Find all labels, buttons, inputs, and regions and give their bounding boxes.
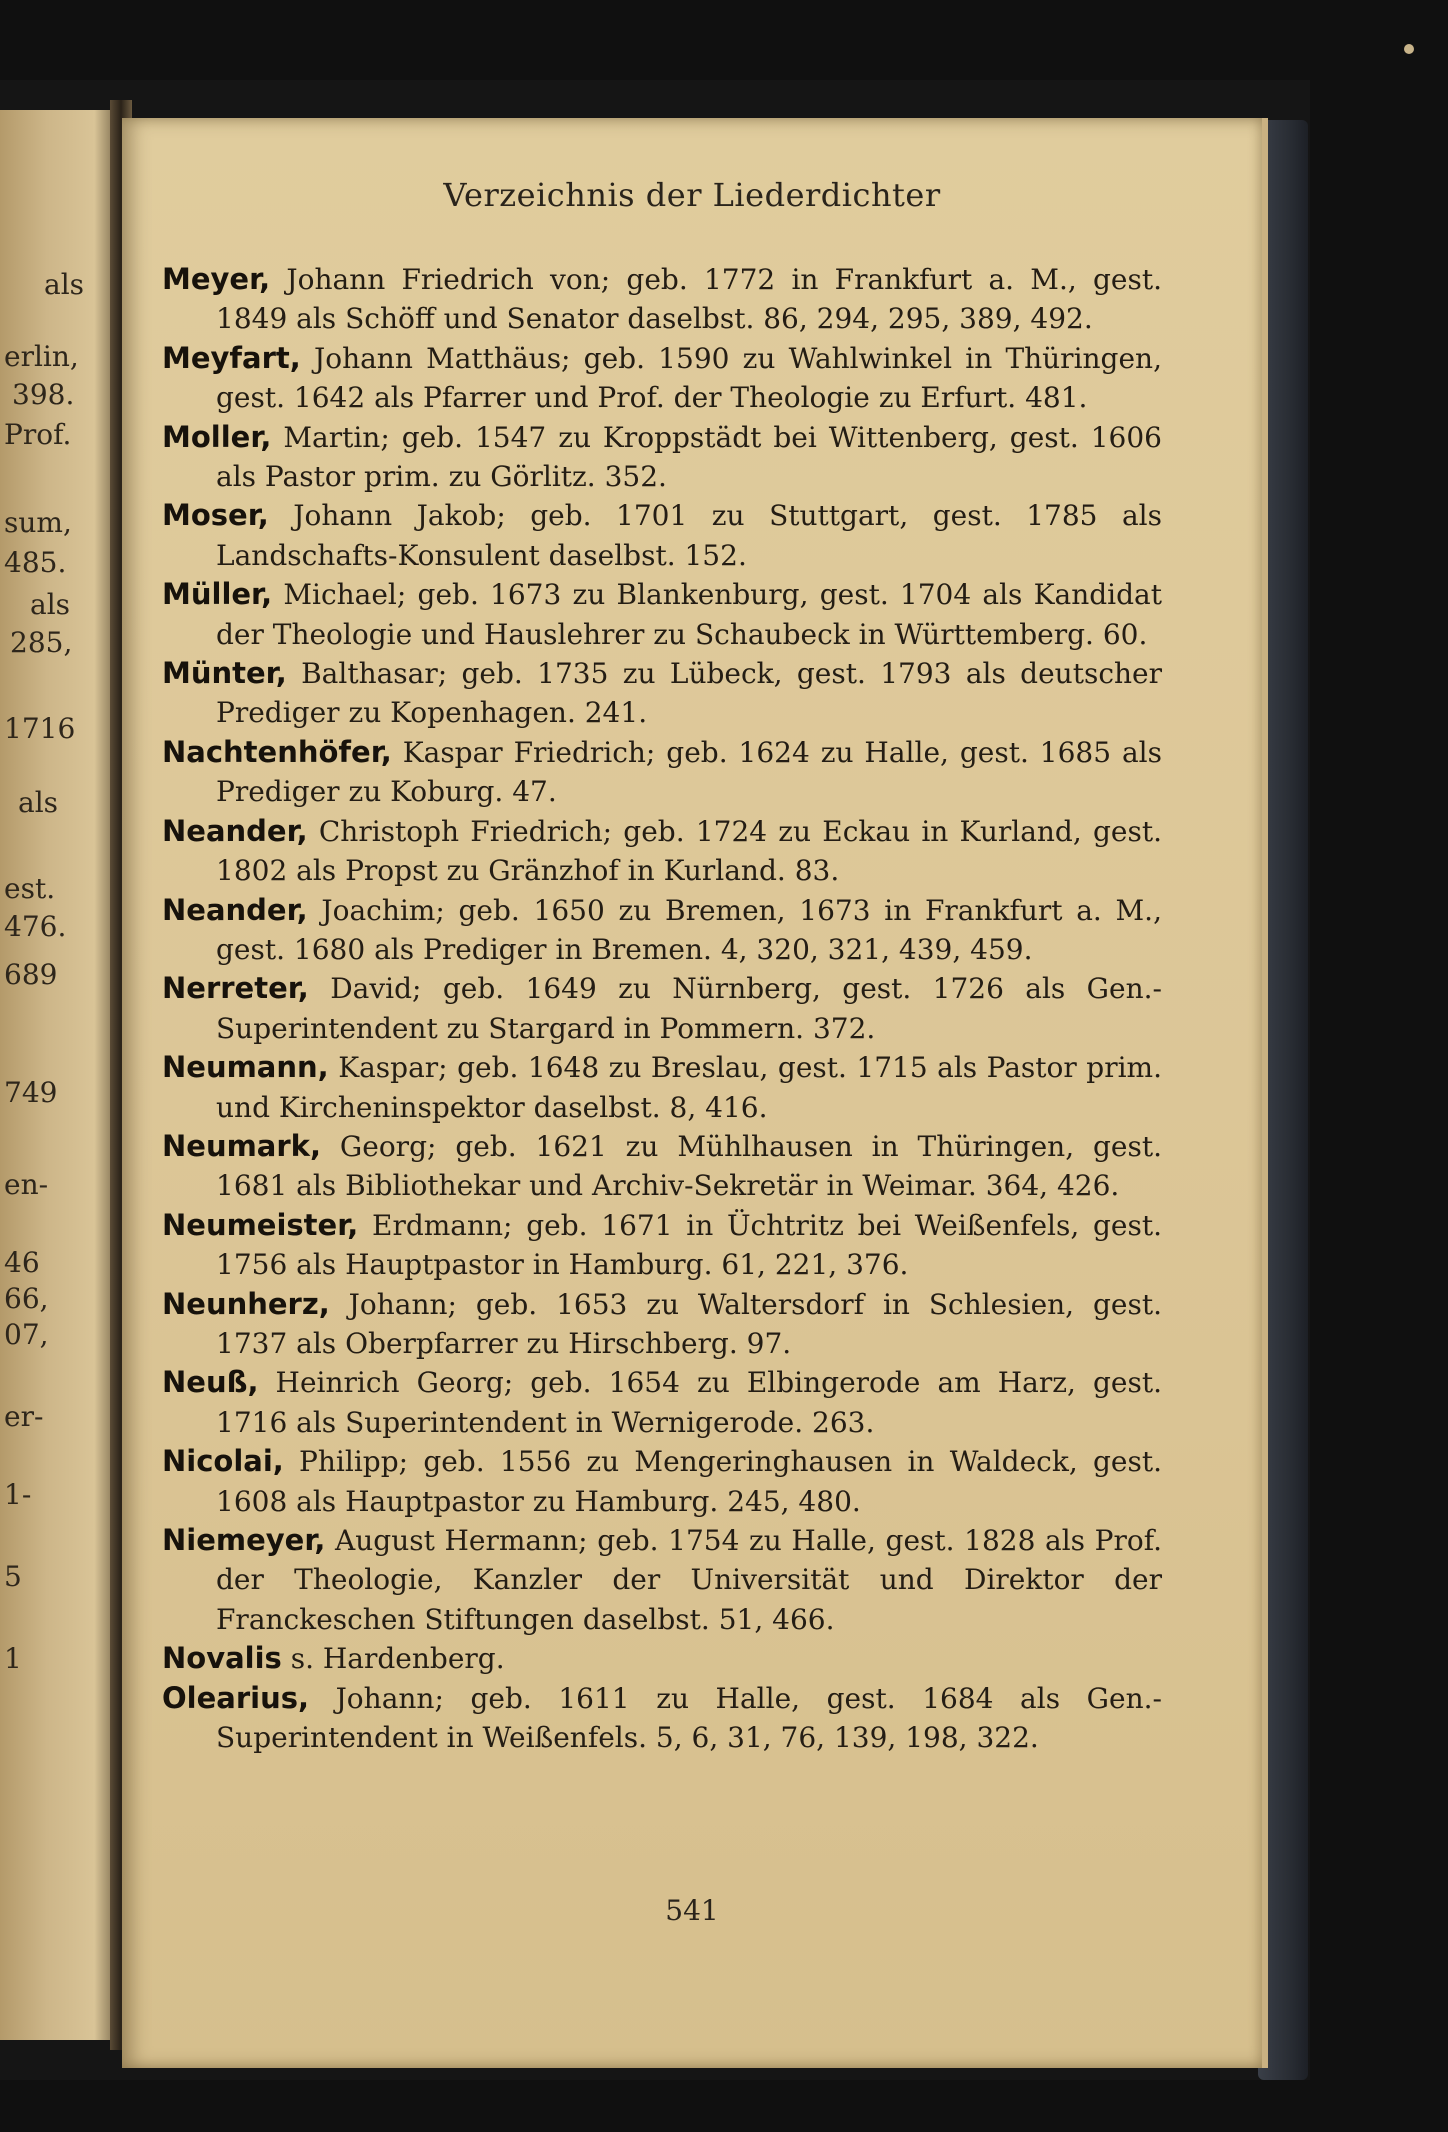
entry-name: Neumeister,: [162, 1207, 359, 1242]
index-entry: [162, 339, 1162, 418]
index-entry: [162, 733, 1162, 812]
left-page-fragment: als: [18, 786, 59, 819]
index-entry: [162, 496, 1162, 575]
entry-name: Neuß,: [162, 1365, 259, 1400]
entry-text: Philipp; geb. 1556 zu Mengeringhausen in Waldeck, gest. 1608 als Hauptpastor zu Hamburg. 245, 480.: [216, 1445, 1162, 1518]
left-page-fragment: 1716: [4, 712, 76, 745]
entry-name: Neunherz,: [162, 1286, 330, 1321]
book-page: [122, 118, 1268, 2068]
left-page-fragment: 66,: [4, 1282, 49, 1315]
left-page-fragment: 689: [4, 958, 58, 991]
index-entry: [162, 1521, 1162, 1639]
left-page-fragment: est.: [4, 872, 56, 905]
entry-name: Novalis: [162, 1641, 282, 1676]
entry-name: Müller,: [162, 577, 273, 612]
index-entry: [162, 1679, 1162, 1758]
left-page-fragment: Prof.: [4, 418, 72, 451]
entry-text: August Hermann; geb. 1754 zu Halle, gest. 1828 als Prof. der Theologie, Kanzler der Universität und Direktor der Franckeschen Stiftungen daselbst. 51, 466.: [216, 1524, 1163, 1636]
entry-name: Neumann,: [162, 1050, 329, 1085]
entry-name: Nerreter,: [162, 971, 309, 1006]
entry-text: s. Hardenberg.: [290, 1642, 505, 1676]
left-page-fragment: 07,: [4, 1318, 49, 1351]
index-entry: [162, 1639, 1162, 1678]
left-page-fragment: 285,: [10, 626, 73, 659]
entry-text: Johann; geb. 1611 zu Halle, gest. 1684 als Gen.-Superintendent in Weißenfels. 5, 6, 31, 76, 139, 198, 322.: [216, 1681, 1162, 1755]
index-entry: [162, 891, 1162, 970]
entry-name: Nicolai,: [162, 1444, 284, 1479]
left-page-fragment: 1-: [4, 1478, 32, 1511]
index-entry: [162, 260, 1162, 339]
left-page-fragment: sum,: [4, 506, 72, 539]
index-entry: [162, 1442, 1162, 1521]
index-entry: [162, 1127, 1162, 1206]
entry-text: Georg; geb. 1621 zu Mühlhausen in Thüringen, gest. 1681 als Bibliothekar und Archiv-Sekretär in Weimar. 364, 426.: [216, 1129, 1163, 1203]
page-header: Verzeichnis der Liederdichter: [443, 176, 941, 214]
left-page-fragment: 1: [4, 1642, 22, 1675]
poet-index-list: [162, 260, 1162, 1757]
entry-name: Meyfart,: [162, 340, 301, 375]
left-page-fragment: en-: [4, 1168, 49, 1201]
index-entry: [162, 575, 1162, 654]
entry-text: Martin; geb. 1547 zu Kroppstädt bei Wittenberg, gest. 1606 als Pastor prim. zu Görlitz. 352.: [216, 420, 1162, 494]
entry-text: Johann; geb. 1653 zu Waltersdorf in Schlesien, gest. 1737 als Oberpfarrer zu Hirschberg. 97.: [216, 1287, 1162, 1360]
entry-text: Johann Jakob; geb. 1701 zu Stuttgart, gest. 1785 als Landschafts-Konsulent daselbst. 152.: [216, 499, 1162, 572]
entry-name: Neumark,: [162, 1128, 321, 1163]
entry-text: Kaspar Friedrich; geb. 1624 zu Halle, gest. 1685 als Prediger zu Koburg. 47.: [216, 735, 1162, 809]
entry-name: Münter,: [162, 656, 287, 691]
entry-text: Christoph Friedrich; geb. 1724 zu Eckau in Kurland, gest. 1802 als Propst zu Gränzhof in Kurland. 83.: [216, 814, 1162, 888]
index-entry: [162, 969, 1162, 1048]
entry-text: Johann Friedrich von; geb. 1772 in Frankfurt a. M., gest. 1849 als Schöff und Senator daselbst. 86, 294, 295, 389, 492.: [216, 263, 1162, 336]
left-page-fragment: 398.: [12, 378, 75, 411]
index-entry: [162, 1206, 1162, 1285]
entry-name: Moller,: [162, 419, 272, 454]
left-page-fragment: 476.: [4, 910, 67, 943]
entry-text: Heinrich Georg; geb. 1654 zu Elbingerode am Harz, gest. 1716 als Superintendent in Wernigerode. 263.: [216, 1366, 1162, 1439]
left-page-fragment: er-: [4, 1400, 44, 1433]
entry-text: Balthasar; geb. 1735 zu Lübeck, gest. 1793 als deutscher Prediger zu Kopenhagen. 241.: [216, 657, 1162, 730]
entry-text: Michael; geb. 1673 zu Blankenburg, gest. 1704 als Kandidat der Theologie und Hauslehrer zu Schaubeck in Württemberg. 60.: [216, 578, 1163, 651]
left-page-fragment: erlin,: [4, 340, 79, 373]
page-number: 541: [665, 1894, 719, 1927]
left-page-fragment: 5: [4, 1560, 22, 1593]
left-page-fragment: als: [44, 268, 85, 301]
left-page-fragment: als: [30, 588, 71, 621]
index-entry: [162, 1285, 1162, 1364]
index-entry: [162, 418, 1162, 497]
entry-text: Johann Matthäus; geb. 1590 zu Wahlwinkel in Thüringen, gest. 1642 als Pfarrer und Prof. der Theologie zu Erfurt. 481.: [216, 341, 1162, 415]
index-entry: [162, 1363, 1162, 1442]
entry-name: Olearius,: [162, 1680, 309, 1715]
left-page-fragment: 749: [4, 1076, 58, 1109]
entry-name: Niemeyer,: [162, 1523, 326, 1557]
dust-speck: [1404, 44, 1414, 54]
entry-text: David; geb. 1649 zu Nürnberg, gest. 1726 als Gen.-Superintendent zu Stargard in Pommern. 372.: [216, 972, 1162, 1045]
entry-text: Kaspar; geb. 1648 zu Breslau, gest. 1715 als Pastor prim. und Kircheninspektor daselbst. 8, 416.: [216, 1051, 1162, 1124]
entry-name: Neander,: [162, 813, 308, 848]
entry-name: Moser,: [162, 498, 269, 533]
index-entry: [162, 812, 1162, 891]
index-entry: [162, 1048, 1162, 1127]
index-entry: [162, 654, 1162, 733]
entry-text: Joachim; geb. 1650 zu Bremen, 1673 in Frankfurt a. M., gest. 1680 als Prediger in Bremen. 4, 320, 321, 439, 459.: [216, 893, 1162, 966]
left-page-fragment: 485.: [4, 546, 67, 579]
entry-name: Neander,: [162, 892, 308, 927]
left-page-fragment: 46: [4, 1246, 40, 1279]
entry-name: Nachtenhöfer,: [162, 734, 392, 769]
left-page-edge: [0, 110, 118, 2040]
entry-name: Meyer,: [162, 262, 271, 296]
entry-text: Erdmann; geb. 1671 in Üchtritz bei Weißenfels, gest. 1756 als Hauptpastor in Hamburg. 61, 221, 376.: [216, 1208, 1163, 1282]
